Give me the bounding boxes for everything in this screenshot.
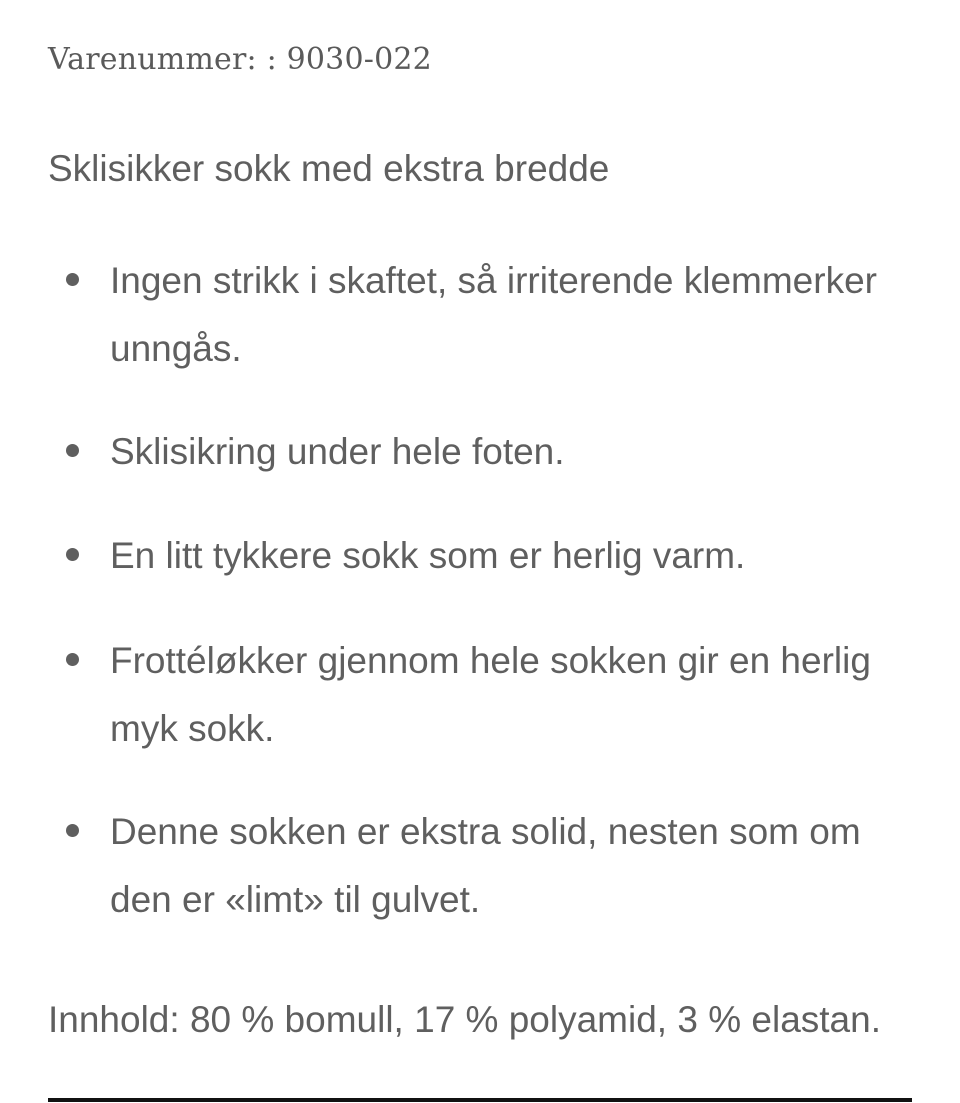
feature-text: Denne sokken er ekstra solid, nesten som om den er «limt» til gulvet. bbox=[110, 811, 861, 920]
feature-text: Sklisikring under hele foten. bbox=[110, 431, 565, 472]
feature-item bbox=[110, 247, 920, 383]
bullet-icon bbox=[66, 548, 79, 561]
bullet-icon bbox=[66, 273, 79, 286]
feature-text: Frottéløkker gjennom hele sokken gir en herlig myk sokk. bbox=[110, 640, 871, 749]
feature-item bbox=[110, 418, 920, 486]
material-contents: Innhold: 80 % bomull, 17 % polyamid, 3 % elastan. bbox=[48, 999, 881, 1040]
feature-item bbox=[110, 627, 920, 763]
section-divider bbox=[48, 1098, 912, 1102]
feature-item bbox=[110, 798, 920, 934]
sku-label: Varenummer: : 9030-022 bbox=[48, 42, 432, 77]
bullet-icon bbox=[66, 824, 79, 837]
bullet-icon bbox=[66, 653, 79, 666]
feature-text: Ingen strikk i skaftet, så irriterende klemmerker unngås. bbox=[110, 260, 877, 369]
product-intro: Sklisikker sokk med ekstra bredde bbox=[48, 148, 610, 189]
bullet-icon bbox=[66, 444, 79, 457]
feature-item bbox=[110, 522, 920, 590]
feature-text: En litt tykkere sokk som er herlig varm. bbox=[110, 535, 746, 576]
